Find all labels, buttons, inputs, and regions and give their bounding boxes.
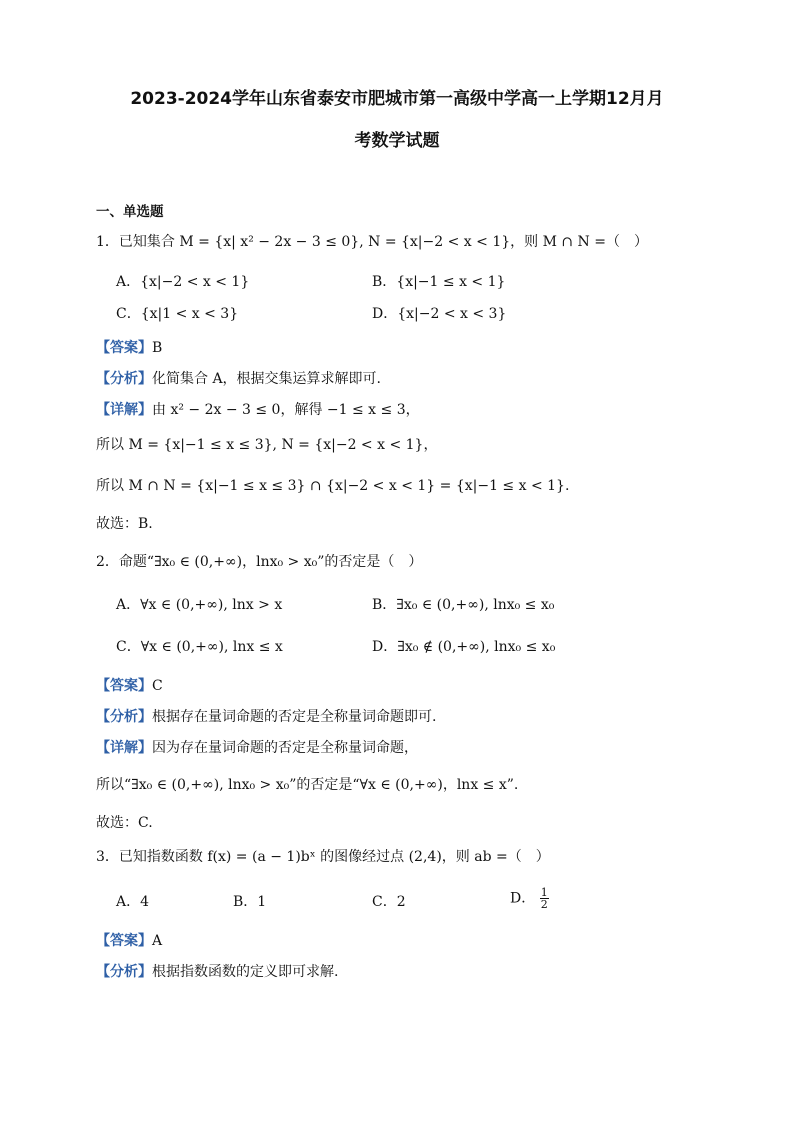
q1-option-d: D．{x|−2 < x < 3} <box>372 306 507 322</box>
q2-answer: C <box>152 678 163 694</box>
fraction-numerator: 1 <box>540 886 548 899</box>
q1-solution-line1: 所以 M = {x|−1 ≤ x ≤ 3}, N = {x|−2 < x < 1}， <box>96 437 438 453</box>
q2-option-c: C．∀x ∈ (0,+∞), lnx ≤ x <box>116 639 283 655</box>
analysis-tag: 【分析】 <box>96 371 152 387</box>
q1-detail-line <box>96 402 420 419</box>
q1-analysis: 化简集合 A，根据交集运算求解即可. <box>152 371 382 387</box>
doc-title-line2: 考数学试题 <box>354 131 440 151</box>
q2-conclusion: 故选：C. <box>96 815 153 831</box>
q1-answer-line <box>96 340 162 357</box>
q3-option-c: C．2 <box>372 894 406 910</box>
answer-tag: 【答案】 <box>96 340 152 356</box>
q3-option-a: A．4 <box>116 894 150 910</box>
fraction-one-half <box>540 887 549 910</box>
answer-tag: 【答案】 <box>96 933 152 949</box>
q1-stem: 1．已知集合 M = {x| x² − 2x − 3 ≤ 0}, N = {x|−2 < x < 1}，则 M ∩ N =（ ） <box>96 234 648 250</box>
q3-stem: 3．已知指数函数 f(x) = (a − 1)bˣ 的图像经过点 (2,4)，则 ab =（ ） <box>96 849 550 865</box>
q1-option-a: A．{x|−2 < x < 1} <box>116 274 250 290</box>
q1-option-c: C．{x|1 < x < 3} <box>116 306 239 322</box>
q1-answer: B <box>152 340 163 356</box>
q2-solution-line1: 所以“∃x₀ ∈ (0,+∞), lnx₀ > x₀”的否定是“∀x ∈ (0,+∞)，lnx ≤ x”. <box>96 777 519 793</box>
q3-analysis: 根据指数函数的定义即可求解. <box>152 964 339 980</box>
q2-stem: 2．命题“∃x₀ ∈ (0,+∞)，lnx₀ > x₀”的否定是（ ） <box>96 554 423 570</box>
q1-solution-line2: 所以 M ∩ N = {x|−1 ≤ x ≤ 3} ∩ {x|−2 < x < 1} = {x|−1 ≤ x < 1}. <box>96 478 570 494</box>
q3-answer: A <box>152 933 163 949</box>
q3-analysis-line <box>96 964 338 981</box>
doc-title-line1: 2023-2024学年山东省泰安市肥城市第一高级中学高一上学期12月月 <box>130 89 664 109</box>
q2-analysis: 根据存在量词命题的否定是全称量词命题即可. <box>152 709 437 725</box>
q3-option-d-label: D． <box>510 890 536 907</box>
q1-detail: 由 x² − 2x − 3 ≤ 0，解得 −1 ≤ x ≤ 3， <box>152 402 420 418</box>
q1-analysis-line <box>96 371 381 388</box>
q2-analysis-line <box>96 709 436 726</box>
q2-option-d: D．∃x₀ ∉ (0,+∞), lnx₀ ≤ x₀ <box>372 639 556 655</box>
q2-option-b: B．∃x₀ ∈ (0,+∞), lnx₀ ≤ x₀ <box>372 597 555 613</box>
answer-tag: 【答案】 <box>96 678 152 694</box>
q2-detail-line <box>96 740 418 757</box>
q2-answer-line <box>96 678 163 695</box>
section-heading: 一、单选题 <box>96 204 164 220</box>
analysis-tag: 【分析】 <box>96 709 152 725</box>
q3-answer-line <box>96 933 162 950</box>
q3-option-b: B．1 <box>233 894 267 910</box>
detail-tag: 【详解】 <box>96 402 152 418</box>
q1-option-b: B．{x|−1 ≤ x < 1} <box>372 274 506 290</box>
detail-tag: 【详解】 <box>96 740 152 756</box>
q3-option-d <box>510 887 549 910</box>
q1-conclusion: 故选：B. <box>96 516 153 532</box>
q2-option-a: A．∀x ∈ (0,+∞), lnx > x <box>116 597 283 613</box>
fraction-denominator: 2 <box>540 898 548 911</box>
q2-detail: 因为存在量词命题的否定是全称量词命题， <box>152 740 418 756</box>
analysis-tag: 【分析】 <box>96 964 152 980</box>
